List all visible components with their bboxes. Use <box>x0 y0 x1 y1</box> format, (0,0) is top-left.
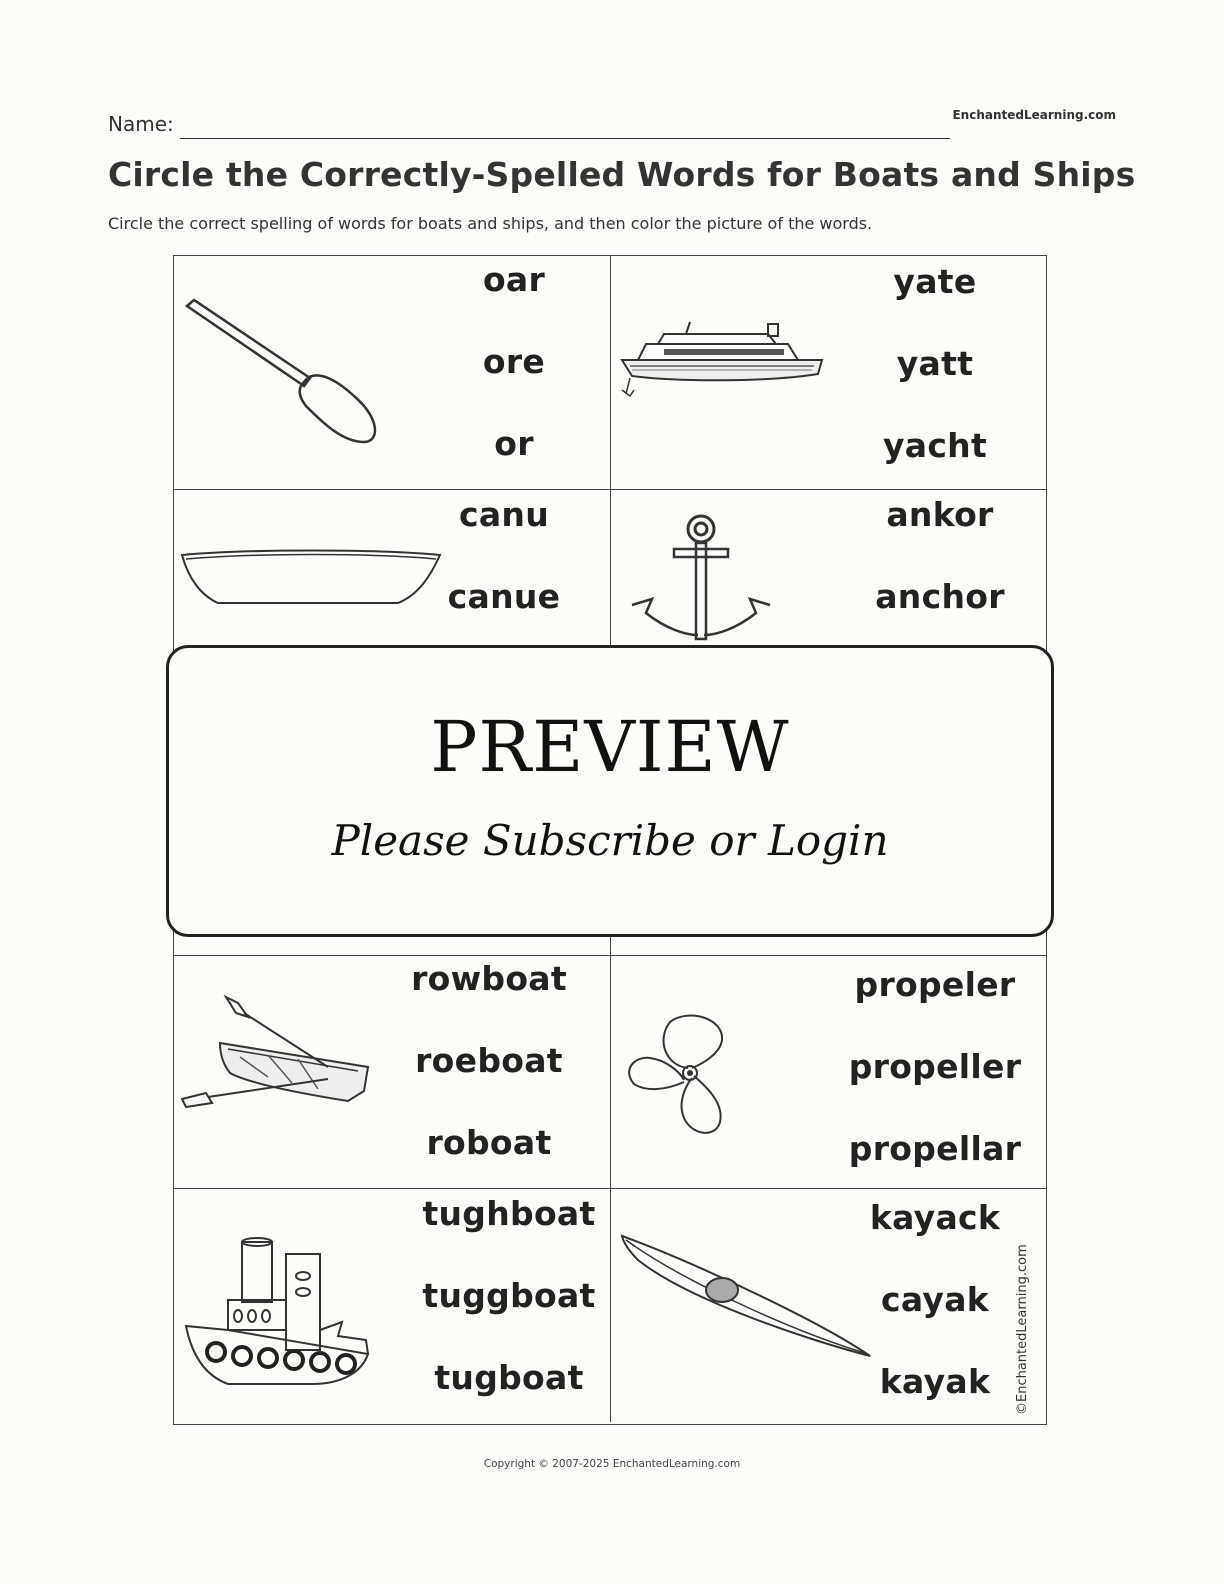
word-option[interactable]: tuggboat <box>422 1276 596 1315</box>
word-option[interactable]: canu <box>458 495 550 534</box>
word-option[interactable]: tugboat <box>434 1358 584 1397</box>
preview-heading: PREVIEW <box>430 706 790 788</box>
copyright-footer: Copyright © 2007-2025 EnchantedLearning.com <box>483 1458 741 1470</box>
cell-propeller <box>610 955 1047 1189</box>
cell-oar <box>174 256 611 490</box>
word-option[interactable]: ore <box>482 342 546 381</box>
oar-icon <box>182 296 392 446</box>
word-option[interactable]: rowboat <box>411 959 567 998</box>
name-label: Name: <box>108 112 174 136</box>
cell-yacht <box>610 256 1047 490</box>
name-line <box>180 138 950 139</box>
word-option[interactable]: kayack <box>869 1198 1001 1237</box>
word-option[interactable]: roboat <box>426 1123 552 1162</box>
word-option[interactable]: kayak <box>879 1362 991 1401</box>
cell-tugboat <box>174 1188 611 1422</box>
word-option[interactable]: propellar <box>848 1129 1022 1168</box>
word-option[interactable]: yacht <box>882 426 988 465</box>
word-option[interactable]: or <box>494 424 534 463</box>
word-option[interactable]: yatt <box>896 344 974 383</box>
cell-rowboat <box>174 955 611 1189</box>
word-option[interactable]: tughboat <box>422 1194 596 1233</box>
tugboat-icon <box>182 1236 377 1386</box>
word-option[interactable]: roeboat <box>415 1041 563 1080</box>
word-option[interactable]: anchor <box>875 577 1005 616</box>
word-option[interactable]: cayak <box>880 1280 990 1319</box>
subscribe-login-link[interactable]: Please Subscribe or Login <box>331 816 889 865</box>
word-option[interactable]: yate <box>893 262 977 301</box>
word-option[interactable]: propeller <box>848 1047 1022 1086</box>
rowboat-icon <box>178 995 378 1115</box>
preview-overlay[interactable] <box>166 645 1054 937</box>
word-option[interactable]: ankor <box>886 495 994 534</box>
yacht-icon <box>618 316 833 406</box>
worksheet-instructions: Circle the correct spelling of words for boats and ships, and then color the picture of the words. <box>108 214 873 233</box>
worksheet-title: Circle the Correctly-Spelled Words for Boats and Ships <box>108 155 1136 194</box>
cell-kayak <box>610 1188 1047 1422</box>
vertical-credit: ©EnchantedLearning.com <box>1015 1244 1030 1415</box>
site-link[interactable]: EnchantedLearning.com <box>952 108 1116 122</box>
anchor-icon <box>626 513 776 643</box>
word-option[interactable]: oar <box>482 260 546 299</box>
word-option[interactable]: canue <box>447 577 561 616</box>
word-option[interactable]: propeler <box>854 965 1016 1004</box>
propeller-icon <box>626 1010 756 1140</box>
